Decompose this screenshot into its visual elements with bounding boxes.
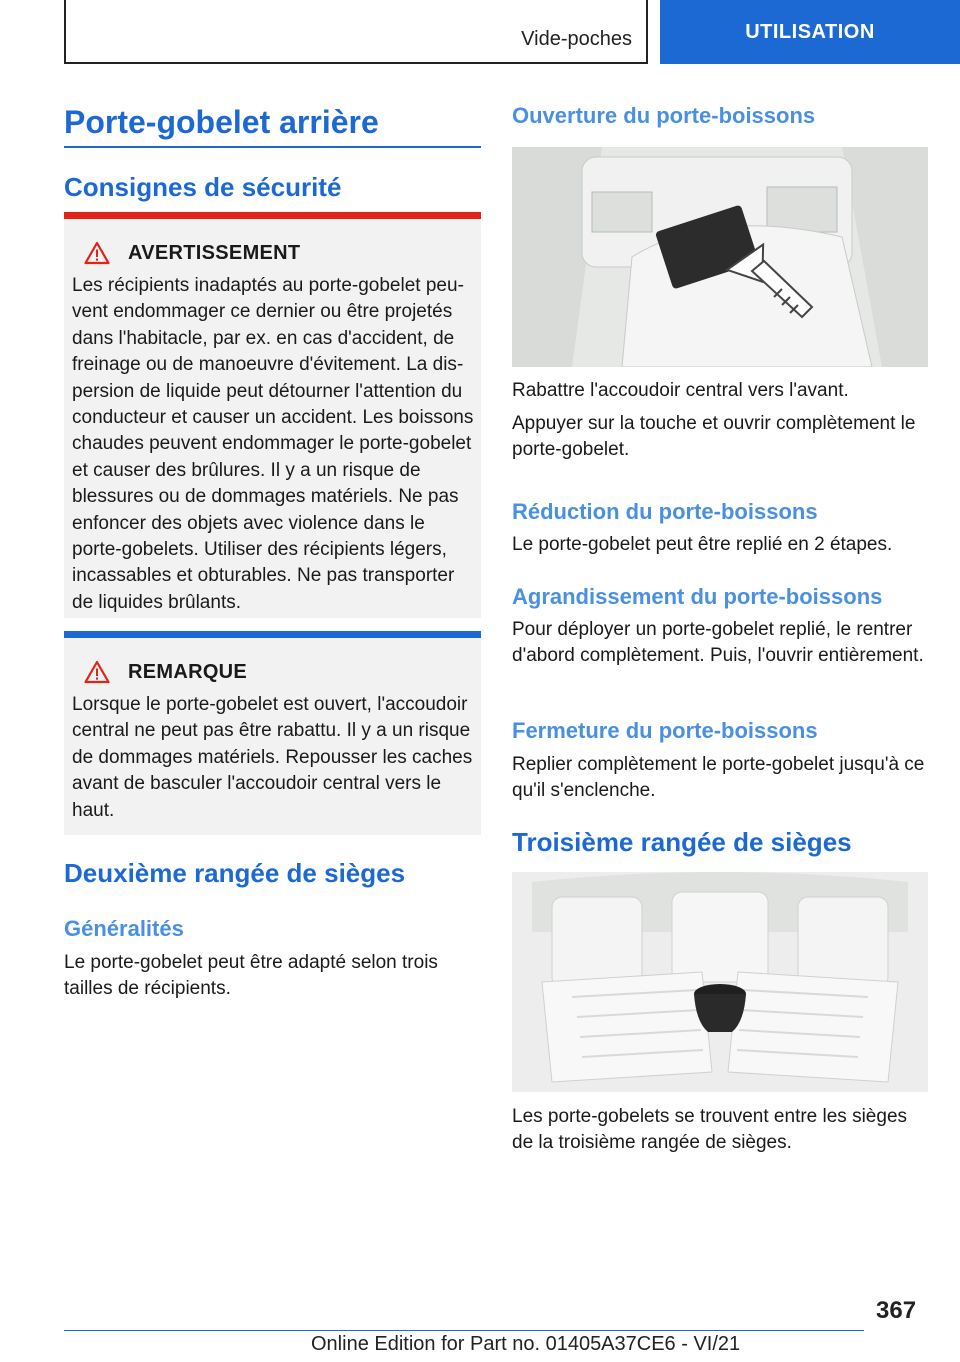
reduction-heading: Réduction du porte-boissons [512,499,818,524]
opening-text-2: Appuyer sur la touche et ouvrir complètement le porte-gobelet. [512,413,916,461]
opening-heading: Ouverture du porte-boissons [512,103,816,128]
enlarge-text: Pour déployer un porte-gobelet replié, le rentrer d'abord complètement. Puis, l'ouvrir entièrement. [512,619,924,667]
reduction-text: Le porte-gobelet peut être replié en 2 étapes. [512,534,893,555]
third-row-text: Les porte-gobelets se trouvent entre les sièges de la troisième rangée de sièges. [512,1106,908,1154]
header-section-title: Vide-poches [521,28,632,50]
opening-text-1: Rabattre l'accoudoir central vers l'avant. [512,380,849,401]
third-row-cupholder-image [512,872,928,1092]
footer-edition: Online Edition for Part no. 01405A37CE6 - VI/21 [311,1333,741,1355]
header-chapter-tab[interactable]: UTILISATION [660,0,960,64]
general-text: Le porte-gobelet peut être adapté selon trois tailles de récipients. [64,952,438,1000]
page-title: Porte-gobelet arrière [64,104,379,140]
notice-text: Lorsque le porte-gobelet est ouvert, l'accoudoir central ne peut pas être rabattu. Il y a un risque de dommages matériels. Repousser les caches avant de basculer l'accoudoir central vers le haut. [72,694,473,821]
safety-heading: Consignes de sécurité [64,172,342,202]
closing-text: Replier complètement le porte-gobelet jusqu'à ce qu'il s'enclenche. [512,754,925,802]
warning-text: Les récipients inadaptés au porte-gobelet peuvent endommager ce dernier ou être projetés dans l'habitacle, par ex. en cas d'accident, de freinage ou de manoeuvre d'évitement. La dispersion de liquide peut détourner l'attention du conducteur et causer un accident. Les boissons chaudes peuvent endommager le porte-gobelet et causer des brûlures. Il y a un risque de blessures ou de dommages matériels. Ne pas enfoncer des objets avec violence dans le porte-gobelets. Utiliser des récipients légers, incassables et obturables. Ne pas transporter de liquides brûlants. [72,275,474,613]
warning-label: AVERTISSEMENT [128,241,301,264]
warning-triangle-icon [84,660,110,684]
page-number: 367 [876,1297,917,1324]
third-row-heading: Troisième rangée de sièges [512,827,852,857]
warning-box [64,212,481,618]
header-section-box [64,0,648,64]
notice-label: REMARQUE [128,660,248,683]
title-divider [64,146,481,148]
armrest-button-image [512,147,928,367]
footer-divider [64,1330,864,1331]
general-heading: Généralités [64,916,184,941]
notice-box [64,631,481,835]
enlarge-heading: Agrandissement du porte-boissons [512,584,883,609]
notice-bar [64,631,481,638]
warning-triangle-icon [84,241,110,265]
warning-bar [64,212,481,219]
second-row-heading: Deuxième rangée de sièges [64,858,406,888]
closing-heading: Fermeture du porte-boissons [512,718,818,743]
